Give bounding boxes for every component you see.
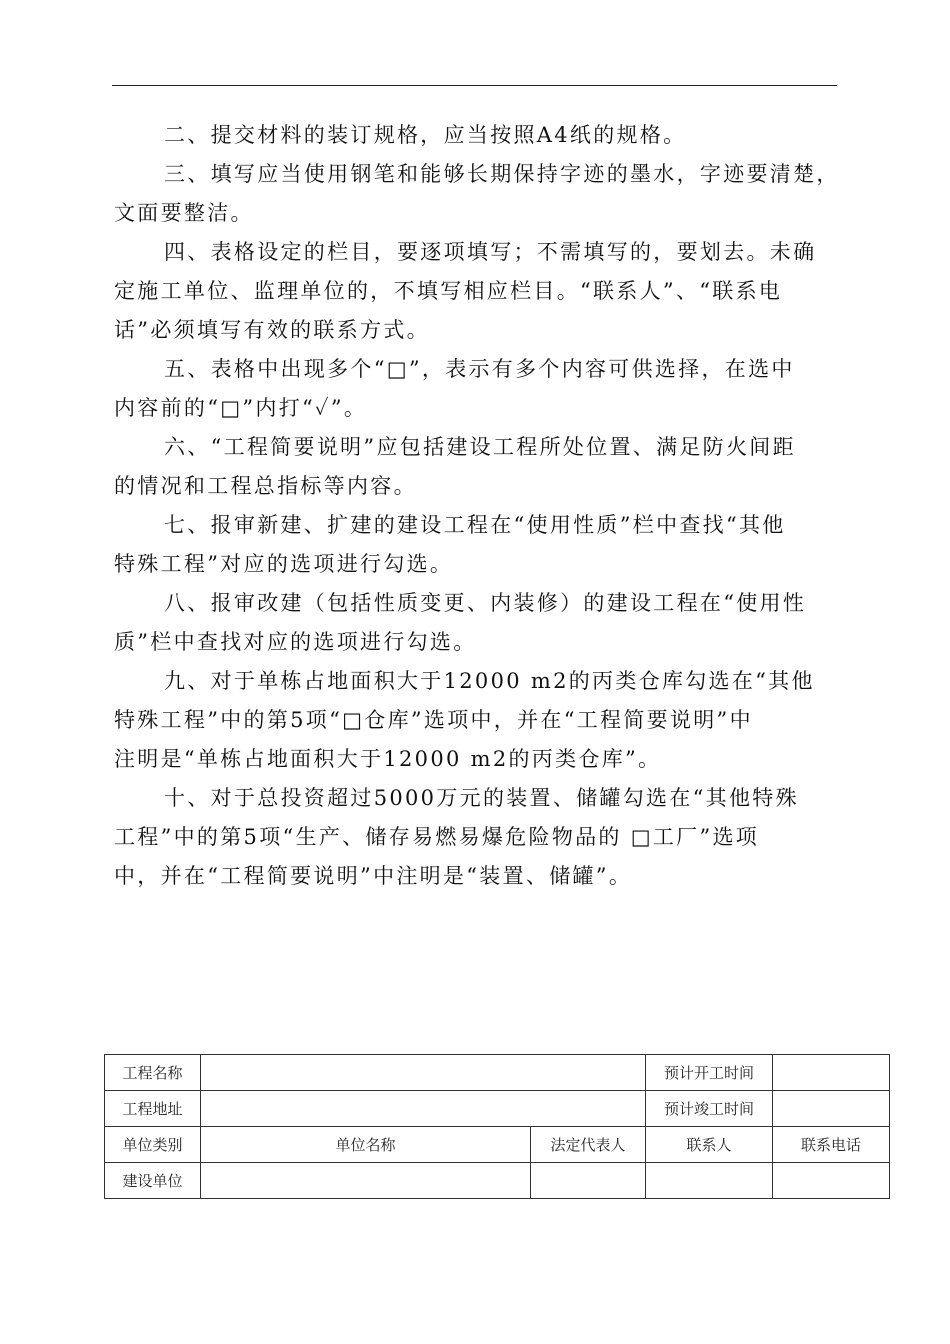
paragraph-line: 质”栏中查找对应的选项进行勾选。	[114, 630, 477, 654]
instruction-paragraph	[114, 233, 839, 350]
planned-start-field[interactable]	[773, 1055, 890, 1091]
construction-unit-label: 建设单位	[105, 1163, 201, 1199]
paragraph-line: 特殊工程”中的第5项“□仓库”选项中，并在“工程简要说明”中	[114, 708, 753, 732]
instruction-paragraph	[114, 584, 839, 662]
planned-completion-label: 预计竣工时间	[646, 1091, 773, 1127]
construction-unit-contact-field[interactable]	[646, 1163, 773, 1199]
paragraph-line: 八、报审改建（包括性质变更、内装修）的建设工程在“使用性	[164, 591, 807, 615]
project-address-field[interactable]	[201, 1091, 646, 1127]
header-rule	[112, 85, 837, 86]
table-row	[105, 1055, 890, 1091]
paragraph-line: 五、表格中出现多个“□”，表示有多个内容可供选择，在选中	[164, 357, 795, 381]
paragraph-line: 七、报审新建、扩建的建设工程在“使用性质”栏中查找“其他	[164, 513, 786, 537]
table-row	[105, 1091, 890, 1127]
paragraph-line: 文面要整洁。	[114, 201, 254, 225]
unit-name-header: 单位名称	[201, 1127, 531, 1163]
paragraph-line: 注明是“单栋占地面积大于12000 m2的丙类仓库”。	[114, 747, 662, 771]
paragraph-line: 中，并在“工程简要说明”中注明是“装置、储罐”。	[114, 864, 633, 888]
contact-phone-header: 联系电话	[773, 1127, 890, 1163]
project-address-label: 工程地址	[105, 1091, 201, 1127]
contact-person-header: 联系人	[646, 1127, 773, 1163]
paragraph-line: 二、提交材料的装订规格，应当按照A4纸的规格。	[164, 123, 687, 147]
paragraph-line: 十、对于总投资超过5000万元的装置、储罐勾选在“其他特殊	[164, 786, 799, 810]
planned-start-label: 预计开工时间	[646, 1055, 773, 1091]
instruction-paragraph	[114, 506, 839, 584]
paragraph-line: 特殊工程”对应的选项进行勾选。	[114, 552, 454, 576]
construction-unit-phone-field[interactable]	[773, 1163, 890, 1199]
instruction-paragraph	[114, 428, 839, 506]
paragraph-line: 的情况和工程总指标等内容。	[114, 474, 417, 498]
instruction-paragraph	[114, 116, 839, 155]
project-name-field[interactable]	[201, 1055, 646, 1091]
paragraph-line: 定施工单位、监理单位的，不填写相应栏目。“联系人”、“联系电	[114, 279, 783, 303]
paragraph-line: 话”必须填写有效的联系方式。	[114, 318, 430, 342]
instruction-paragraph	[114, 779, 839, 896]
project-info-form	[104, 1054, 890, 1199]
paragraph-line: 九、对于单栋占地面积大于12000 m2的丙类仓库勾选在“其他	[164, 669, 815, 693]
instruction-paragraph	[114, 350, 839, 428]
table-row	[105, 1163, 890, 1199]
instruction-paragraph	[114, 662, 839, 779]
paragraph-line: 三、填写应当使用钢笔和能够长期保持字迹的墨水，字迹要清楚，	[164, 162, 840, 186]
legal-rep-header: 法定代表人	[531, 1127, 646, 1163]
unit-type-header: 单位类别	[105, 1127, 201, 1163]
table-row	[105, 1127, 890, 1163]
instructions-body	[114, 116, 839, 896]
planned-completion-field[interactable]	[773, 1091, 890, 1127]
construction-unit-name-field[interactable]	[201, 1163, 531, 1199]
paragraph-line: 内容前的“□”内打“✓”。	[114, 396, 368, 420]
paragraph-line: 四、表格设定的栏目，要逐项填写；不需填写的，要划去。未确	[164, 240, 817, 264]
construction-unit-legal-rep-field[interactable]	[531, 1163, 646, 1199]
instruction-paragraph	[114, 155, 839, 233]
project-name-label: 工程名称	[105, 1055, 201, 1091]
paragraph-line: 六、“工程简要说明”应包括建设工程所处位置、满足防火间距	[164, 435, 796, 459]
paragraph-line: 工程”中的第5项“生产、储存易燃易爆危险物品的 □工厂”选项	[114, 825, 760, 849]
